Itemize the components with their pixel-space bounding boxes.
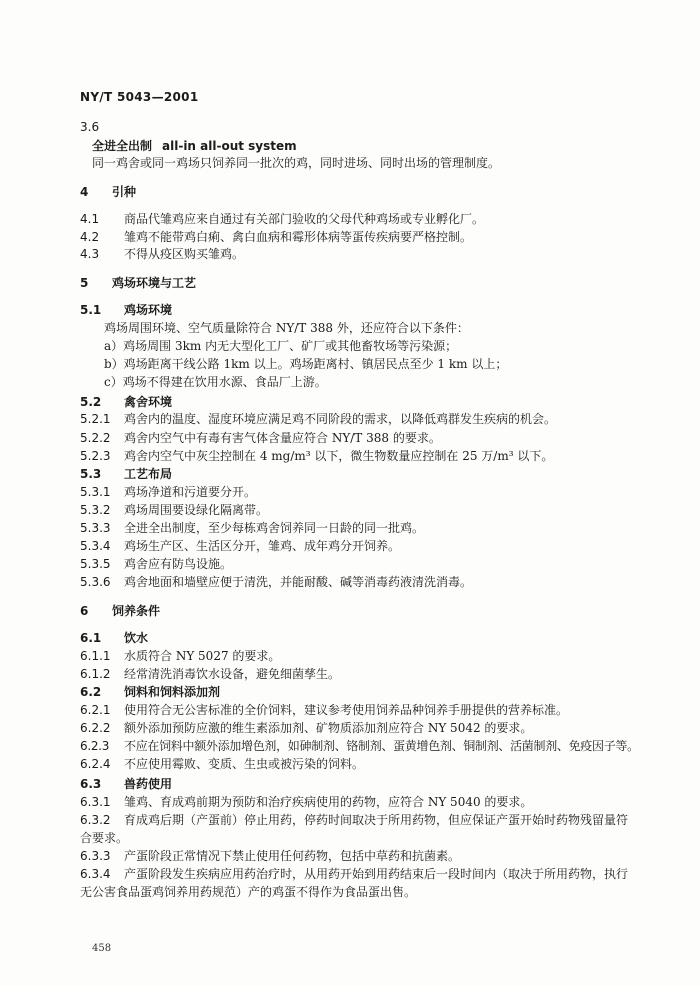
- subsection-6-3-heading: [80, 776, 172, 792]
- clause-number: 5.2: [80, 395, 102, 409]
- clause-number: 6.1.2: [80, 667, 111, 681]
- clause-6-3-4-continued: 无公害食品蛋鸡饲养用药规范）产的鸡蛋不得作为食品蛋出售。: [80, 885, 417, 899]
- clause-text: 水质符合 NY 5027 的要求。: [124, 649, 281, 663]
- clause-6-2-1: [80, 702, 568, 718]
- clause-number: 6.2: [80, 685, 102, 699]
- clause-6-3-2: [80, 812, 628, 828]
- clause-6-3-4: [80, 866, 628, 882]
- clause-number: 6.1.1: [80, 649, 111, 663]
- clause-6-3-2-continued: 合要求。: [80, 831, 129, 845]
- clause-5-3-1: [80, 484, 256, 500]
- clause-text: 产蛋阶段正常情况下禁止使用任何药物，包括中草药和抗菌素。: [124, 849, 461, 863]
- clause-number: 6.2.1: [80, 703, 111, 717]
- subsection-title: 禽舍环境: [124, 395, 173, 409]
- clause-text: 不应使用霉败、变质、生虫或被污染的饲料。: [124, 757, 365, 771]
- list-item-b: b）鸡场距离干线公路 1km 以上。鸡场距离村、镇居民点至少 1 km 以上；: [104, 357, 508, 371]
- clause-text: 雏鸡、育成鸡前期为预防和治疗疾病使用的药物，应符合 NY 5040 的要求。: [124, 795, 533, 809]
- subsection-6-2-heading: [80, 684, 220, 700]
- clause-number: 6.3.2: [80, 813, 111, 827]
- clause-5-2-3: [80, 448, 553, 464]
- clause-number: 5.2.2: [80, 431, 111, 445]
- subsection-title: 工艺布局: [124, 467, 173, 481]
- clause-number: 6.2.3: [80, 739, 110, 753]
- section-title: 饲养条件: [112, 604, 161, 618]
- clause-number: 5.2.3: [80, 449, 111, 463]
- clause-5-3-2: [80, 502, 268, 518]
- clause-number: 5.1: [80, 303, 102, 317]
- clause-5-2-2: [80, 430, 441, 446]
- clause-text: 鸡场生产区、生活区分开，雏鸡、成年鸡分开饲养。: [124, 539, 401, 553]
- clause-5-3-3: [80, 520, 424, 536]
- clause-6-2-4: [80, 756, 364, 772]
- section-6-heading: [80, 603, 160, 619]
- clause-text: 鸡舍内空气中灰尘控制在 4 mg/m³ 以下，微生物数量应控制在 25 万/m³ 以下。: [124, 449, 554, 463]
- subsection-5-1-heading: [80, 302, 172, 318]
- subsection-title: 饲料和饲料添加剂: [124, 685, 221, 699]
- clause-6-3-3: [80, 848, 460, 864]
- clause-number: 6.3.4: [80, 867, 111, 881]
- clause-5-3-6: [80, 574, 472, 590]
- clause-text: 不得从疫区购买雏鸡。: [124, 247, 245, 261]
- section-3-6-number: [80, 119, 124, 135]
- clause-text: 鸡场周围要设绿化隔离带。: [124, 503, 269, 517]
- clause-number: 4.2: [80, 230, 100, 244]
- clause-4-1: [80, 211, 484, 227]
- subsection-title: 鸡场环境: [124, 303, 173, 317]
- clause-4-2: [80, 229, 472, 245]
- clause-text: 鸡舍内的温度、湿度环境应满足鸡不同阶段的需求，以降低鸡群发生疾病的机会。: [124, 412, 557, 426]
- clause-number: 6.3: [80, 777, 102, 791]
- standard-header: NY/T 5043—2001: [80, 90, 199, 104]
- clause-number: 6.2.4: [80, 757, 111, 771]
- term-english: all-in all-out system: [162, 139, 297, 153]
- page-number: 458: [92, 943, 112, 954]
- clause-5-3-4: [80, 538, 400, 554]
- environment-intro: 鸡场周围环境、空气质量除符合 NY/T 388 外，还应符合以下条件：: [104, 321, 469, 335]
- clause-6-2-2: [80, 720, 532, 736]
- clause-6-2-3: [80, 738, 639, 754]
- section-number: 3.6: [80, 120, 100, 134]
- clause-text: 经常清洗消毒饮水设备，避免细菌孳生。: [124, 667, 341, 681]
- clause-text: 鸡舍应有防鸟设施。: [124, 557, 233, 571]
- section-4-heading: [80, 184, 136, 200]
- clause-number: 5.3.3: [80, 521, 111, 535]
- section-number: 5: [80, 276, 89, 290]
- list-item-a: a）鸡场周围 3km 内无大型化工厂、矿厂或其他畜牧场等污染源；: [104, 339, 458, 353]
- clause-text: 育成鸡后期（产蛋前）停止用药，停药时间取决于所用药物，但应保证产蛋开始时药物残留量符: [124, 813, 629, 827]
- clause-text: 全进全出制度，至少每栋鸡舍饲养同一日龄的同一批鸡。: [124, 521, 425, 535]
- clause-number: 5.3: [80, 467, 102, 481]
- clause-number: 5.3.1: [80, 485, 111, 499]
- clause-number: 5.3.2: [80, 503, 111, 517]
- term-chinese: 全进全出制: [92, 139, 153, 153]
- section-number: 6: [80, 604, 89, 618]
- subsection-5-2-heading: [80, 394, 172, 410]
- clause-number: 4.1: [80, 212, 100, 226]
- list-item-c: c）鸡场不得建在饮用水源、食品厂上游。: [104, 375, 327, 389]
- clause-6-1-2: [80, 666, 340, 682]
- subsection-6-1-heading: [80, 630, 148, 646]
- clause-text: 鸡舍内空气中有毒有害气体含量应符合 NY/T 388 的要求。: [124, 431, 441, 445]
- section-5-heading: [80, 275, 196, 291]
- section-number: 4: [80, 185, 89, 199]
- clause-5-2-1: [80, 411, 556, 427]
- clause-text: 使用符合无公害标准的全价饲料，建议参考使用饲养品种饲养手册提供的营养标准。: [124, 703, 569, 717]
- clause-6-3-1: [80, 794, 532, 810]
- subsection-title: 兽药使用: [124, 777, 173, 791]
- clause-text: 商品代雏鸡应来自通过有关部门验收的父母代种鸡场或专业孵化厂。: [124, 212, 485, 226]
- section-title: 鸡场环境与工艺: [112, 276, 197, 290]
- subsection-5-3-heading: [80, 466, 172, 482]
- clause-number: 4.3: [80, 247, 100, 261]
- clause-6-1-1: [80, 648, 280, 664]
- term-line: [92, 138, 297, 154]
- clause-text: 产蛋阶段发生疾病应用药治疗时，从用药开始到用药结束后一段时间内（取决于所用药物，执行: [124, 867, 629, 881]
- subsection-title: 饮水: [124, 631, 149, 645]
- clause-text: 雏鸡不能带鸡白痢、禽白血病和霉形体病等蛋传疾病要严格控制。: [124, 230, 473, 244]
- clause-text: 不应在饲料中额外添加增色剂，如砷制剂、铬制剂、蛋黄增色剂、铜制剂、活菌制剂、免疫因子等。: [124, 739, 639, 753]
- clause-text: 额外添加预防应激的维生素添加剂、矿物质添加剂应符合 NY 5042 的要求。: [124, 721, 533, 735]
- clause-number: 6.3.1: [80, 795, 111, 809]
- clause-number: 5.3.5: [80, 557, 111, 571]
- clause-text: 鸡场净道和污道要分开。: [124, 485, 257, 499]
- section-title: 引种: [112, 185, 137, 199]
- clause-number: 6.1: [80, 631, 102, 645]
- clause-number: 5.2.1: [80, 412, 111, 426]
- clause-number: 5.3.4: [80, 539, 111, 553]
- clause-number: 5.3.6: [80, 575, 111, 589]
- clause-text: 鸡舍地面和墙壁应便于清洗，并能耐酸、碱等消毒药液清洗消毒。: [124, 575, 473, 589]
- clause-number: 6.2.2: [80, 721, 111, 735]
- clause-number: 6.3.3: [80, 849, 111, 863]
- term-definition: 同一鸡舍或同一鸡场只饲养同一批次的鸡，同时进场、同时出场的管理制度。: [92, 156, 501, 170]
- clause-4-3: [80, 246, 244, 262]
- clause-5-3-5: [80, 556, 232, 572]
